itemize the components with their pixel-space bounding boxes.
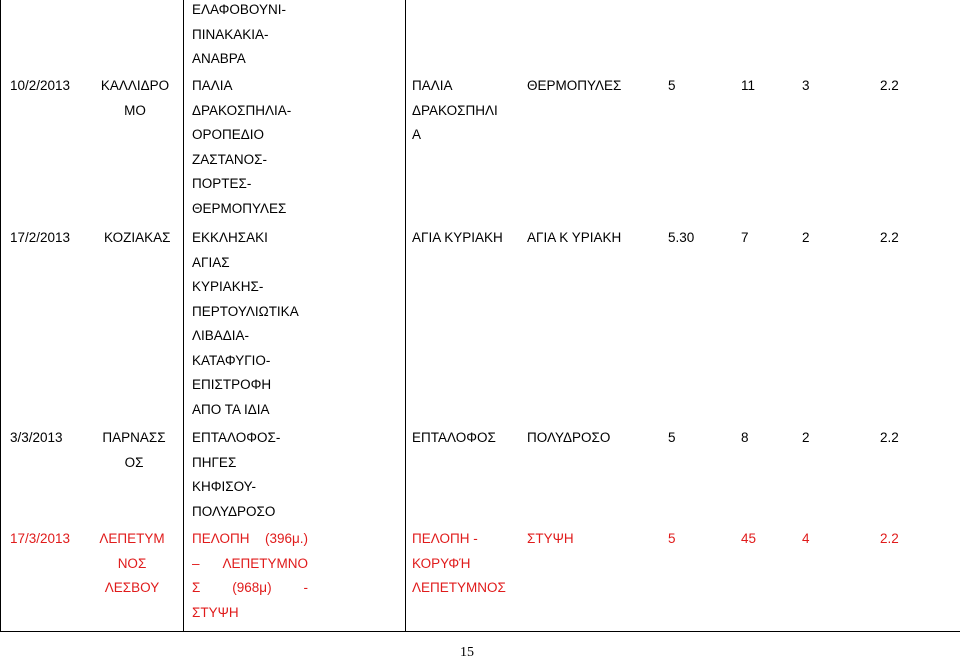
col-rule <box>183 0 184 632</box>
cell-line: ΠΑΡΝΑΣΣ <box>102 430 166 445</box>
cell-line: ΕΛΑΦΟΒΟΥΝΙ- <box>192 2 286 17</box>
cell-line: ΛΕΠΕΤΥΜΝΟΣ <box>412 580 506 595</box>
date-cell: 3/3/2013 <box>10 430 63 445</box>
cell-line: ΠΟΡΤΕΣ- <box>192 176 252 191</box>
cell-line: ΑΝΑΒΡΑ <box>192 51 246 66</box>
cell-line: ΠΕΛΟΠΗ (396μ.) <box>192 531 308 546</box>
col-rule <box>0 0 1 632</box>
cell-line: ΛΙΒΑΔΙΑ- <box>192 328 250 343</box>
cell-line: ΛΕΣΒΟΥ <box>104 580 160 595</box>
route-cell <box>192 426 280 524</box>
col-rule <box>405 0 406 632</box>
num-cell-3: 4 <box>802 531 810 546</box>
end-cell: ΣΤΥΨΗ <box>527 531 574 546</box>
num-cell-4: 2.2 <box>880 430 899 445</box>
cell-line: ΑΓΙΑ ΚΥΡΙΑΚΗ <box>412 230 503 245</box>
cell-line: ΣΤΥΨΗ <box>192 604 239 620</box>
cell-line: ΚΟΡΥΦΉ <box>412 555 471 571</box>
cell-line: ΠΗΓΕΣ <box>192 454 237 470</box>
cell-line: ΠΕΡΤΟΥΛΙΩΤΙΚΑ <box>192 303 299 319</box>
cell-line: ΕΠΤΑΛΟΦΟΣ- <box>192 430 281 445</box>
cell-line: ΟΣ <box>124 454 144 470</box>
cell-line: ΜΟ <box>124 102 146 118</box>
cell-line: ΔΡΑΚΟΣΠΗΛΙΑ- <box>192 102 292 118</box>
cell-line: ΟΡΟΠΕΔΙΟ <box>192 127 265 142</box>
cell-line: ΠΑΛΙΑ <box>412 78 453 93</box>
cell-line: ΚΟΖΙΑΚΑΣ <box>104 230 171 245</box>
route-cell <box>192 226 299 422</box>
start-cell <box>412 426 496 451</box>
num-cell-2: 8 <box>741 430 749 445</box>
num-cell-4: 2.2 <box>880 78 899 93</box>
cell-line: ΑΓΙΑΣ <box>192 254 230 270</box>
cell-line: ΕΠΙΣΤΡΟΦΗ <box>192 377 272 392</box>
num-cell-4: 2.2 <box>880 531 899 546</box>
cell-line: ΚΗΦΙΣΟΥ- <box>192 479 256 494</box>
num-cell-4: 2.2 <box>880 230 899 245</box>
end-cell: ΘΕΡΜΟΠΥΛΕΣ <box>527 78 622 93</box>
area-cell <box>104 226 170 251</box>
num-cell-3: 2 <box>802 230 810 245</box>
num-cell-1: 5 <box>668 78 676 93</box>
cell-line: ΠΙΝΑΚΑΚΙΑ- <box>192 26 269 42</box>
area-cell <box>98 426 170 475</box>
num-cell-2: 7 <box>741 230 749 245</box>
cell-line: ΚΑΛΛΙΔΡΟ <box>100 78 170 93</box>
cell-line: ΠΟΛΥΔΡΟΣΟ <box>192 503 276 519</box>
num-cell-2: 11 <box>741 78 756 93</box>
route-cell <box>192 0 312 72</box>
cell-line: ΖΑΣΤΑΝΟΣ- <box>192 151 267 167</box>
cell-line: ΠΕΛΟΠΗ - <box>412 531 478 546</box>
cell-line: – ΛΕΠΕΤΥΜΝΟ <box>192 555 308 571</box>
start-cell <box>412 226 503 251</box>
cell-line: ΕΠΤΑΛΟΦΟΣ <box>412 430 496 445</box>
page-number: 15 <box>460 645 474 660</box>
start-cell <box>412 74 498 148</box>
cell-line: Σ (968μ) - <box>192 580 308 595</box>
cell-line: ΕΚΚΛΗΣΑΚΙ <box>192 230 268 245</box>
cell-line: ΠΑΛΙΑ <box>192 78 233 93</box>
cell-line: ΑΠΟ ΤΑ ΙΔΙΑ <box>192 401 270 417</box>
route-cell <box>192 527 308 625</box>
end-cell: ΑΓΙΑ Κ ΥΡΙΑΚΗ <box>527 230 622 245</box>
date-cell: 17/2/2013 <box>10 230 71 245</box>
cell-line: ΘΕΡΜΟΠΥΛΕΣ <box>192 200 287 216</box>
cell-line: ΛΕΠΕΤΥΜ <box>99 531 165 546</box>
row-rule <box>0 631 960 632</box>
date-cell: 17/3/2013 <box>10 531 71 546</box>
cell-line: Α <box>412 127 422 142</box>
num-cell-2: 45 <box>741 531 757 546</box>
start-cell <box>412 527 516 601</box>
cell-line: ΚΥΡΙΑΚΗΣ- <box>192 279 264 294</box>
num-cell-1: 5 <box>668 531 676 546</box>
area-cell <box>96 74 174 123</box>
date-cell: 10/2/2013 <box>10 78 71 93</box>
end-cell: ΠΟΛΥΔΡΟΣΟ <box>527 430 611 445</box>
num-cell-3: 2 <box>802 430 810 445</box>
area-cell <box>96 527 168 601</box>
num-cell-3: 3 <box>802 78 810 93</box>
num-cell-1: 5 <box>668 430 676 445</box>
route-cell <box>192 74 291 221</box>
num-cell-1: 5.30 <box>668 230 695 245</box>
cell-line: ΝΟΣ <box>117 555 147 571</box>
cell-line: ΚΑΤΑΦΥΓΙΟ- <box>192 352 271 368</box>
cell-line: ΔΡΑΚΟΣΠΗΛΙ <box>412 102 498 118</box>
